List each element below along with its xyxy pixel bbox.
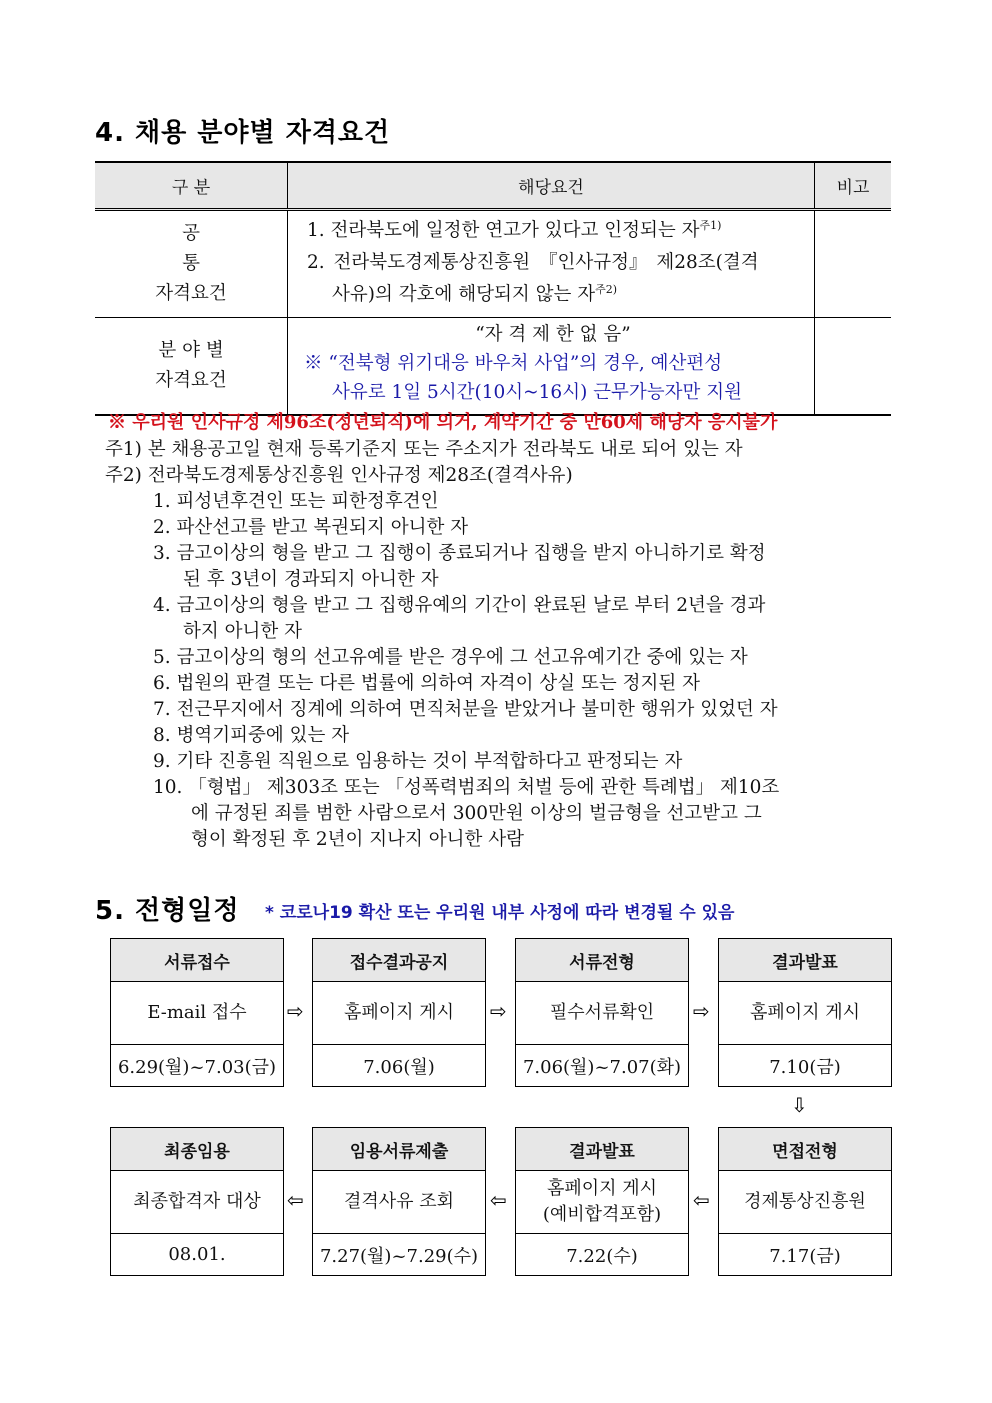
schedule-note: * 코로나19 확산 또는 우리원 내부 사정에 따라 변경될 수 있음 — [265, 903, 735, 923]
field-requirements — [288, 318, 815, 416]
right-arrow-icon: ⇨ — [287, 999, 304, 1023]
down-arrow-icon: ⇩ — [791, 1093, 808, 1117]
common-category-line2: 자격요건 — [155, 283, 227, 304]
common-item1-sup: 주1) — [699, 218, 722, 232]
schedule-step-final-appointment — [110, 1127, 284, 1276]
step-content: 홈페이지 게시 (예비합격포함) — [516, 1171, 688, 1234]
list-item: 9. 기타 진흥원 직원으로 임용하는 것이 부적합하다고 판정되는 자 — [153, 751, 683, 772]
header-requirement: 해당요건 — [288, 162, 815, 210]
age-warning: ※ 우리원 인사규정 제96조(정년퇴직)에 의거, 계약기간 중 만60세 해당자 응시불가 — [108, 412, 778, 433]
table-header-row — [95, 162, 891, 210]
field-remark — [815, 318, 892, 416]
list-item: 10. 「형법」 제303조 또는 「성폭력범죄의 처벌 등에 관한 특례법」 제10조 — [153, 777, 780, 798]
schedule-step-appointment-documents — [312, 1127, 486, 1276]
step-content: 최종합격자 대상 — [111, 1171, 283, 1234]
field-category — [95, 318, 288, 416]
common-requirements — [288, 210, 815, 318]
left-arrow-icon: ⇦ — [287, 1188, 304, 1212]
list-item: 4. 금고이상의 형을 받고 그 집행유예의 기간이 완료된 날로 부터 2년을 경과 — [153, 595, 766, 616]
common-remark — [815, 210, 892, 318]
left-arrow-icon: ⇦ — [490, 1188, 507, 1212]
section5-title: 5. 전형일정 — [95, 896, 240, 926]
schedule-step-interview — [718, 1127, 892, 1276]
schedule-step-receipt-notice — [312, 938, 486, 1087]
list-item: 8. 병역기피중에 있는 자 — [153, 725, 350, 746]
step-title: 결과발표 — [516, 1128, 688, 1171]
list-item: 5. 금고이상의 형의 선고유예를 받은 경우에 그 선고유예기간 중에 있는 자 — [153, 647, 748, 668]
common-item2-line1: 2. 전라북도경제통상진흥원 『인사규정』 제28조(결격 — [307, 252, 759, 273]
step-title: 최종임용 — [111, 1128, 283, 1171]
step-title: 임용서류제출 — [313, 1128, 485, 1171]
list-item: 7. 전근무지에서 징계에 의하여 면직처분을 받았거나 불미한 행위가 있었던 자 — [153, 699, 778, 720]
step-date: 7.06(월) — [363, 1056, 435, 1078]
step-date: 7.27(월)~7.29(수) — [319, 1245, 479, 1267]
field-no-restriction: “자 격 제 한 없 음” — [475, 324, 631, 345]
header-category: 구 분 — [95, 162, 288, 210]
step-title: 서류접수 — [111, 939, 283, 982]
list-item: 형이 확정된 후 2년이 지나지 아니한 사람 — [191, 829, 524, 850]
requirements-table — [95, 161, 891, 416]
list-item: 된 후 3년이 경과되지 아니한 자 — [183, 569, 439, 590]
schedule-step-document-receipt — [110, 938, 284, 1087]
list-item: 6. 법원의 판결 또는 다른 법률에 의하여 자격이 상실 또는 정지된 자 — [153, 673, 700, 694]
step-title: 결과발표 — [719, 939, 891, 982]
right-arrow-icon: ⇨ — [490, 999, 507, 1023]
note2: 주2) 전라북도경제통상진흥원 인사규정 제28조(결격사유) — [105, 465, 573, 486]
field-category-line2: 자격요건 — [155, 370, 227, 391]
field-category-line1: 분 야 별 — [158, 340, 224, 361]
schedule-step-document-screening — [515, 938, 689, 1087]
header-remark: 비고 — [815, 162, 892, 210]
right-arrow-icon: ⇨ — [693, 999, 710, 1023]
common-item2-sup: 주2) — [595, 282, 617, 296]
step-date: 7.22(수) — [566, 1245, 638, 1267]
schedule-step-result-announcement-1 — [718, 938, 892, 1087]
step-date: 7.17(금) — [769, 1245, 841, 1267]
step-content: 결격사유 조회 — [313, 1171, 485, 1234]
step-title: 면접전형 — [719, 1128, 891, 1171]
field-note-line1: ※ “전북형 위기대응 바우처 사업”의 경우, 예산편성 — [304, 353, 723, 374]
schedule-step-result-announcement-2 — [515, 1127, 689, 1276]
common-item1: 1. 전라북도에 일정한 연고가 있다고 인정되는 자 — [307, 220, 700, 241]
list-item: 3. 금고이상의 형을 받고 그 집행이 종료되거나 집행을 받지 아니하기로 확정 — [153, 543, 766, 564]
step-date: 7.06(월)~7.07(화) — [522, 1056, 682, 1078]
left-arrow-icon: ⇦ — [693, 1188, 710, 1212]
step-content: 필수서류확인 — [516, 982, 688, 1045]
step-content: E-mail 접수 — [111, 982, 283, 1045]
note1: 주1) 본 채용공고일 현재 등록기준지 또는 주소지가 전라북도 내로 되어 있는 자 — [105, 439, 743, 460]
step-date: 7.10(금) — [769, 1056, 841, 1078]
section4-title: 4. 채용 분야별 자격요건 — [95, 118, 391, 148]
common-category — [95, 210, 288, 318]
list-item: 2. 파산선고를 받고 복권되지 아니한 자 — [153, 517, 469, 538]
list-item: 1. 피성년후견인 또는 피한정후견인 — [153, 491, 439, 512]
common-category-line1: 공 통 — [182, 223, 240, 274]
step-title: 접수결과공지 — [313, 939, 485, 982]
field-row — [95, 318, 891, 416]
step-content: 홈페이지 게시 — [313, 982, 485, 1045]
field-note-line2: 사유로 1일 5시간(10시~16시) 근무가능자만 지원 — [332, 382, 743, 403]
common-item2-line2: 사유)의 각호에 해당되지 않는 자 — [332, 284, 596, 305]
common-row — [95, 210, 891, 318]
step-content: 경제통상진흥원 — [719, 1171, 891, 1234]
step-date: 08.01. — [168, 1244, 226, 1265]
step-content: 홈페이지 게시 — [719, 982, 891, 1045]
step-date: 6.29(월)~7.03(금) — [117, 1056, 277, 1078]
disqualification-list — [153, 489, 779, 853]
list-item: 하지 아니한 자 — [183, 621, 302, 642]
list-item: 에 규정된 죄를 범한 사람으로서 300만원 이상의 벌금형을 선고받고 그 — [191, 803, 762, 824]
step-title: 서류전형 — [516, 939, 688, 982]
